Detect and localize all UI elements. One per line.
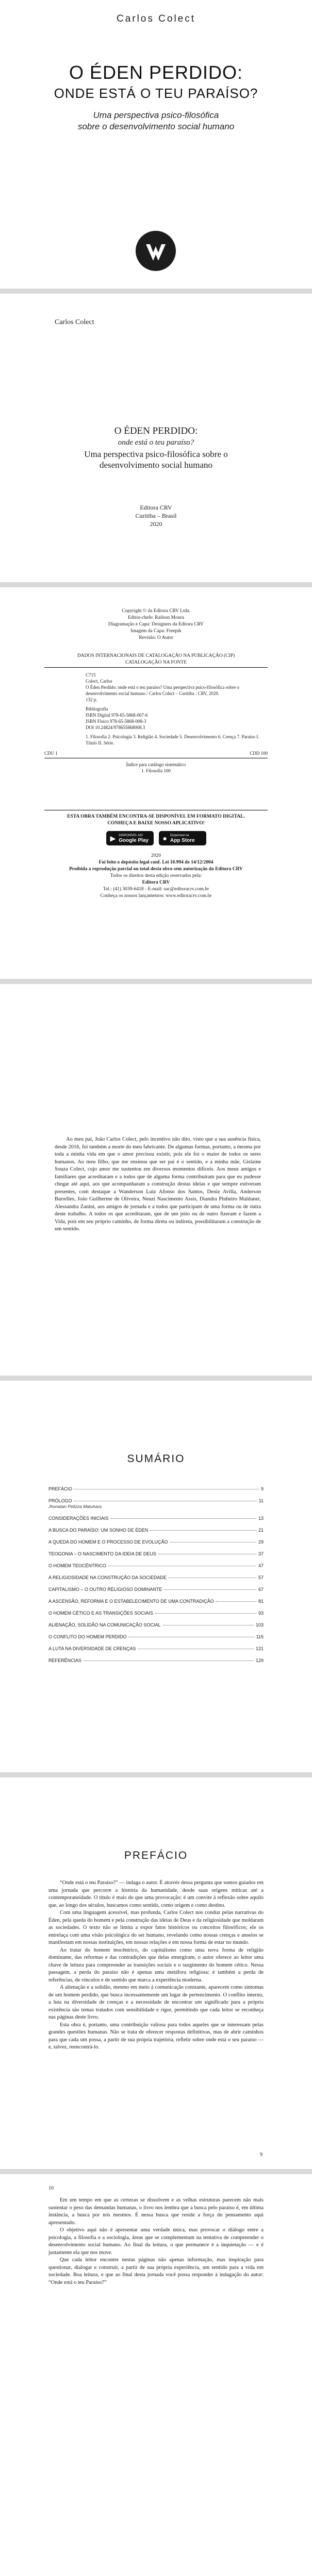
- toc-entry[interactable]: [48, 1592, 264, 1604]
- dedication-page: [0, 984, 312, 1376]
- paragraph: Em um tempo em que as certezas se dissolvem e as velhas estruturas parecem não mais sustentar o peso das demandas humanas, o livro nos lembra que a busca pelo paraíso é, em última instância, a busca por nós mesmos. É nessa busca que reside a força do pensamento aqui apresentado.: [48, 2197, 264, 2226]
- toc-entry-label: TEOGONIA – O NASCIMENTO DA IDEIA DE DEUS: [48, 1551, 156, 1556]
- toc-entry-label: REFERÊNCIAS: [48, 1658, 82, 1663]
- index-item: 1. Filosofia 100: [141, 768, 171, 773]
- dedication-text: Ao meu pai, João Carlos Colect, pelo incentivo não dito, visto que a sua ausência física, desde 2016, foi também a morte do meu fabricante. De algumas formas, portanto, a mesma por toda a minha vida em que o amor precisou existir, pois ele foi o maior de todos os seres humanos. Ao meu filho, que me ensinou que ser pai é o sentido, e a minha mãe, Gislaine Souza Colect, cujo amor me sustentou em diversos momentos difíceis. Aos meus amigos e familiares que acreditaram e a todos que de alguma forma contribuíram para que eu pudesse chegar até aqui, aos que acompanharam a construção destas ideias e que sempre estiveram presentes, com destaque a Wanderson Luiz Afonso dos Santos, Deniz Avilla, Anderson Barrelles, João Guilherme de Oliveira, Neuzi Nascimento Assis, Diandra Pinheiro Maldaner, Alessandra Zanini, aos amigos de jornada e a todos que participam de uma forma ou de outra deste trabalho. A todos os que acreditaram, que de um jeito ou de outro fizeram e fazem a Vida, pois em seu próprio caminho, de forma direta ou indireta, possibilitaram a construção de um sentido.: [55, 1137, 261, 1232]
- toc-entry-page: 47: [258, 1563, 264, 1568]
- toc-entry-page: 21: [258, 1528, 264, 1533]
- cover-subtitle-line-2: sobre o desenvolvimento social humano: [77, 122, 235, 131]
- cip-heading: [44, 653, 268, 666]
- app-store-badges: [44, 831, 268, 845]
- google-play-caption: DISPONÍVEL NO: [119, 834, 143, 837]
- review-line: Revisão: O Autor: [139, 635, 173, 640]
- toc-entry[interactable]: [48, 1580, 264, 1592]
- availability-line-1: ESTA OBRA TAMBÉM ENCONTRA-SE DISPONÍVEL EM FORMATO DIGITAL.: [67, 814, 245, 819]
- availability-line-2: CONHEÇA E BAIXE NOSSO APLICATIVO!: [107, 821, 205, 826]
- toc-entry-page: 115: [256, 1634, 264, 1639]
- toc-leader-dots: [170, 1542, 256, 1543]
- publisher-notice: [44, 853, 268, 900]
- summary-page: [0, 1381, 312, 1772]
- design-line: Diagramação e Capa: Designers da Editora CRV: [108, 622, 204, 627]
- cip-heading-line-1: DADOS INTERNACIONAIS DE CATALOGAÇÃO NA PUBLICAÇÃO (CIP): [77, 653, 235, 658]
- paragraph: O objetivo aqui não é apresentar uma verdade única, mas provocar o diálogo entre a psicologia, a filosofia e a sociologia, áreas que se complementam na tentativa de compreender o desenvolvimento social humano. Ao final da leitura, o que permanece é a inquietação — e é justamente ela que nos move.: [48, 2227, 264, 2256]
- paragraph: Esta obra é, portanto, uma contribuição valiosa para todos aqueles que se interessam pelas grandes questões humanas. Não se trata de oferecer respostas definitivas, mas de abrir caminhos para que cada um possa, a partir de sua própria trajetória, refletir sobre onde está o seu paraíso — e, talvez, reencontrá-lo.: [48, 2022, 264, 2050]
- toc-entry-label: O CONFLITO DO HOMEM PERDIDO: [48, 1634, 127, 1639]
- divider: [44, 667, 268, 668]
- toc-leader-dots: [155, 1613, 256, 1614]
- copyright-credits: [44, 608, 268, 641]
- toc-entry[interactable]: [48, 1604, 264, 1616]
- toc-entry[interactable]: [48, 1533, 264, 1545]
- apple-icon: ●: [162, 834, 167, 842]
- legal-deposit-line: Foi feito o depósito legal conf. Lei 10.994 de 14/12/2004: [98, 860, 214, 865]
- index-title: Índice para catálogo sistemático: [126, 762, 186, 767]
- cip-line: 132 p.: [86, 697, 97, 702]
- copyright-page: [0, 587, 312, 979]
- toc-entry-page: 37: [258, 1551, 264, 1556]
- toc-leader-dots: [164, 1589, 256, 1590]
- rights-line: Todos os direitos desta edição reservados pela:: [110, 873, 202, 878]
- paragraph: Ao tratar do homem teocêntrico, do capitalismo como uma nova forma de religião dominante, das reformas e das contradições que delas emergiram, o autor oferece ao leitor uma chave de leitura para compreender as transições sociais e o surgimento do homem cético. Nessa passagem, a perda do paraíso não é apenas uma metáfora religiosa: é também a perda de referências, de vínculos e de sentido que marca a experiência moderna.: [48, 1947, 264, 1983]
- cip-line: O Éden Perdido: onde está o teu paraíso? Uma perspectiva psico-filosófica sobre o desenvolvimento social humano / Carlos Colect – Curitiba : CRV, 2020.: [86, 685, 239, 696]
- app-store-badge[interactable]: [159, 831, 206, 845]
- app-store-label: App Store: [170, 838, 195, 843]
- cover-subtitle-line-1: Uma perspectiva psico-filosófica: [93, 110, 219, 120]
- cover-title: O ÉDEN PERDIDO:: [69, 62, 243, 83]
- toc-entry-page: 93: [258, 1611, 264, 1616]
- toc-entry-page: 103: [255, 1622, 264, 1628]
- publisher-city: Curitiba – Brasil: [135, 512, 177, 519]
- toc-entry[interactable]: [48, 1568, 264, 1580]
- toc-entry-page: 29: [258, 1539, 264, 1545]
- preface-page: [0, 1777, 312, 2169]
- cip-record: [44, 669, 268, 750]
- toc-leader-dots: [111, 1518, 256, 1519]
- cdd-code: CDD 100: [250, 751, 268, 756]
- cip-line: C715: [86, 672, 96, 677]
- paragraph: Com uma linguagem acessível, mas profunda, Carlos Colect nos conduz pelas narrativas do Éden, pela queda do homem e pela construção das ideias de Deus e da religiosidade que moldaram as sociedades. O texto não se limita a expor fatos históricos ou conceitos filosóficos; ele os entrelaça com uma visão psicológica do ser humano, revelando como nossas crenças e anseios se manifestam em nossas instituições, em nossas relações e em nossa forma de estar no mundo.: [48, 1910, 264, 1945]
- toc-entry-label: PREFÁCIO: [48, 1486, 73, 1492]
- app-store-caption: Disponível na: [170, 834, 189, 837]
- toc-entry-page: 121: [255, 1646, 264, 1651]
- title-page-title: O ÉDEN PERDIDO:: [114, 426, 198, 436]
- cdu-code: CDU 1: [44, 751, 58, 756]
- title-page-line-1: Uma perspectiva psico-filosófica sobre o: [84, 449, 228, 459]
- toc-entry[interactable]: [48, 1628, 264, 1639]
- title-page-line-2: desenvolvimento social humano: [99, 460, 213, 470]
- google-play-label: Google Play: [119, 838, 149, 843]
- preface-text: [48, 1879, 264, 2052]
- toc-leader-dots: [216, 1601, 256, 1602]
- digital-availability: [44, 814, 268, 827]
- cover-subtitle-main: ONDE ESTÁ O TEU PARAÍSO?: [54, 86, 258, 101]
- toc-entry-label: A RELIGIOSIDADE NA CONSTRUÇÃO DA SOCIEDADE: [48, 1575, 167, 1580]
- preface-continued-text: [48, 2197, 264, 2286]
- table-of-contents: [48, 1480, 264, 1663]
- toc-entry[interactable]: [48, 1521, 264, 1533]
- title-page-description: [0, 449, 312, 470]
- toc-entry-label: CAPITALISMO – O OUTRO RELIGIOSO DOMINANTE: [48, 1587, 162, 1592]
- website-line: Conheça os nossos lançamentos: www.editoracrv.com.br: [100, 893, 212, 899]
- title-page-subtitle: onde está o teu paraíso?: [118, 438, 194, 447]
- toc-entry[interactable]: [48, 1545, 264, 1556]
- cip-heading-line-2: CATALOGAÇÃO NA FONTE: [125, 660, 187, 665]
- publisher-logo-icon: [136, 231, 176, 271]
- page-number: 9: [260, 2152, 262, 2158]
- toc-entry-label: A BUSCA DO PARAÍSO: UM SONHO DE ÉDEN: [48, 1528, 149, 1533]
- publication-year: 2020: [150, 520, 162, 528]
- copyright-line: Copyright © da Editora CRV Ltda.: [122, 608, 190, 614]
- cip-classification: [44, 750, 268, 757]
- toc-entry[interactable]: [48, 1556, 264, 1568]
- publisher-name: Editora CRV: [140, 504, 172, 511]
- toc-entry-page: 11: [258, 1498, 264, 1503]
- play-icon: ▶: [110, 834, 116, 842]
- toc-entry-page: 9: [260, 1486, 264, 1492]
- toc-entry[interactable]: [48, 1509, 264, 1521]
- toc-entry[interactable]: [48, 1492, 264, 1503]
- toc-entry[interactable]: [48, 1480, 264, 1492]
- paragraph: Que cada leitor encontre nestas páginas não apenas informação, mas inspiração para questionar, dialogar e construir, a partir de sua própria experiência, um sentido para a vida em sociedade. Boa leitura, e que ao final desta jornada você possa responder à indagação do autor: “Onde está o teu Paraíso?”: [48, 2257, 264, 2285]
- toc-entry-page: 129: [255, 1658, 264, 1663]
- cover-subtitle: [0, 110, 312, 132]
- toc-entry-label: A LUTA NA DIVERSIDADE DE CRENÇAS: [48, 1646, 136, 1651]
- cover-image-line: Imagem da Capa: Freepik: [130, 629, 182, 634]
- google-play-badge[interactable]: [106, 831, 154, 845]
- toc-entry-page: 13: [258, 1516, 264, 1521]
- paragraph: “Onde está o teu Paraíso?” — indaga o autor. É através dessa pergunta que somos guiados em uma jornada que percorre a história da humanidade, desde suas origens míticas até a contemporaneidade. O título é mais do que uma provocação: é um convite à reflexão sobre aquilo que, ao longo dos séculos, buscamos como sentido, como origem e como destino.: [48, 1880, 264, 1908]
- cip-line: ISBN Digital 978-65-5868-007-6: [86, 713, 148, 718]
- publisher-name: Editora CRV: [142, 880, 170, 885]
- cip-line: ISBN Físico 978-65-5868-008-3: [86, 719, 146, 724]
- systematic-index: [44, 761, 268, 774]
- toc-entry-label: ALIENAÇÃO, SOLIDÃO NA COMUNICAÇÃO SOCIAL: [48, 1622, 161, 1628]
- notice-year: 2020: [151, 853, 161, 858]
- cip-line: Colect, Carlos: [86, 679, 112, 684]
- toc-entry-label: O HOMEM TEOCÊNTRICO: [48, 1563, 106, 1568]
- title-page: [0, 294, 312, 582]
- page-number: 10: [48, 2185, 54, 2191]
- cover-page: [0, 0, 312, 289]
- preface-heading: PREFÁCIO: [124, 1850, 188, 1861]
- preface-continued-page: [0, 2174, 312, 2576]
- cip-line: 1. Filosofia 2. Psicologia 3. Religião 4. Sociedade 5. Desenvolvimento 6. Crença 7. Paraíso I. Título II. Série.: [86, 734, 259, 745]
- toc-entry-label: A ASCENSÃO, REFORMA E O ESTABELECIMENTO DE UMA CONTRADIÇÃO: [48, 1599, 214, 1604]
- toc-entry[interactable]: [48, 1651, 264, 1663]
- toc-entry-label: PRÓLOGO: [48, 1498, 72, 1503]
- cip-line: DOI 10.24824/978655868008.3: [86, 725, 145, 730]
- title-page-imprint: [0, 503, 312, 528]
- contact-line: Tel.: (41) 3039-6418 - E-mail: sac@editoracrv.com.br: [103, 887, 209, 892]
- toc-entry-author: Jhonatan Pelizza Matuhara: [48, 1504, 102, 1509]
- cover-author: Carlos Colect: [116, 13, 196, 24]
- toc-entry[interactable]: [48, 1639, 264, 1651]
- summary-heading: SUMÁRIO: [127, 1453, 185, 1465]
- paragraph: A alienação e a solidão, mesmo em meio à comunicação constante, aparecem como sintomas de um homem perdido, que busca incessantemente um lugar de pertencimento. O conflito interno, a luta na diversidade de crenças e a necessidade de encontrar um significado para a própria existência são temas tratados com sensibilidade e rigor, permitindo que cada leitor se reconheça nas páginas deste livro.: [48, 1985, 264, 2020]
- title-page-author: Carlos Colect: [55, 318, 94, 326]
- toc-entry-page: 57: [258, 1575, 264, 1580]
- toc-entry-label: A QUEDA DO HOMEM E O PROCESSO DE EVOLUÇÃO: [48, 1539, 168, 1545]
- reproduction-notice: Proibida a reprodução parcial ou total desta obra sem autorização da Editora CRV: [69, 867, 243, 872]
- toc-entry-label: O HOMEM CÉTICO E AS TRANSIÇÕES SOCIAIS: [48, 1611, 153, 1616]
- editor-line: Editor-chefe: Railson Moura: [127, 615, 185, 620]
- toc-leader-dots: [84, 1660, 254, 1661]
- toc-entry[interactable]: [48, 1616, 264, 1628]
- toc-entry-page: 67: [258, 1587, 264, 1592]
- toc-entry-page: 81: [258, 1599, 264, 1604]
- toc-leader-dots: [150, 1530, 256, 1531]
- toc-entry-label: CONSIDERAÇÕES INICIAIS: [48, 1516, 109, 1521]
- cip-line: Bibliografia: [86, 706, 108, 711]
